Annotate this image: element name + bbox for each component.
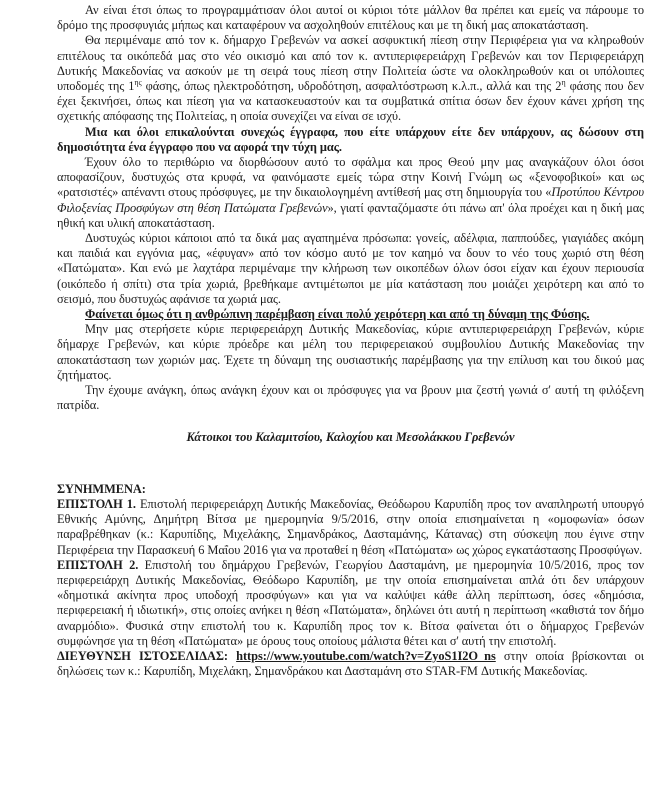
signature: Κάτοικοι του Καλαμιτσίου, Καλοχίου και Μεσολάκκου Γρεβενών (186, 430, 515, 445)
attachments-heading: ΣΥΝΗΜΜΕΝΑ: (57, 481, 146, 496)
paragraph-2-superscript-2: η (561, 77, 566, 87)
letter-1-text: Επιστολή περιφερειάρχη Δυτικής Μακεδονίας, Θεόδωρου Καρυπίδη προς τον αναπληρωτή υπουργό Εθνικής Αμύνης, Δημήτρη Βίτσα με ημερομηνία 9/5/2016, στην οποία επισημαίνεται η «ομοφωνία» όσων παραβρέθηκαν (κ.: Καρυπίδης, Μιχελάκης, Σημανδράκος, Δασταμάνης, Κάτανας) στη σύσκεψη που έγινε στην Περιφέρεια την Παρασκευή 6 Μαΐου 2016 για να προταθεί η θέση «Πατώματα» ως χώρος εγκατάστασης Προσφύγων. (57, 496, 644, 557)
paragraph-4-text-b: », γιατί φανταζόμαστε ότι πάνω απ' όλα προέχει και η δική μας ηθική και υλική αποκατάσταση. (57, 200, 644, 230)
paragraph-5-text: Δυστυχώς κύριοι κάποιοι από τα δικά μας αγαπημένα πρόσωπα: γονείς, αδέλφια, παππούδες, γιαγιάδες ακόμη και παιδιά και εγγόνια μας, «έφυγαν» από τον κόσμο αυτό με τον καημό να δουν το νέο τους χωριό στη θέση «Πατώματα». Και ενώ με λαχτάρα περιμέναμε την κλήρωση των οικοπέδων όλων όσοι είχαν και έχουν περιουσία (οικόπεδο ή σπίτι) στα τρία χωριά, βρεθήκαμε αντιμέτωποι με μία κατάσταση που μοιάζει χειρότερη και από το σεισμό, που δυστυχώς αφάνισε τα χωριά μας. (57, 231, 644, 306)
paragraph-2-superscript-1: ης (134, 77, 142, 87)
paragraph-8 (57, 383, 644, 413)
paragraph-4 (57, 155, 644, 231)
attachment-letter-2 (57, 558, 644, 649)
paragraph-2-text-a: Θα περιμέναμε από τον κ. δήμαρχο Γρεβενών να ασκεί ασφυκτική πίεση στην Περιφέρεια για να κληρωθούν επιτέλους τα οικόπεδά μας στο νέο οικισμό και από τον κ. αντιπεριφερειάρχη Γρεβενών και τον Περιφερειάρχη Δυτικής Μακεδονίας να ασκούν με τη σειρά τους πίεση στην Πολιτεία ώστε να ολοκληρωθούν και οι υπόλοιπες υποδομές της 1 (57, 33, 644, 94)
website-text: στην οποία βρίσκονται οι δηλώσεις των κ.: Καρυπίδη, Μιχελάκη, Σημανδράκου και Δασταμάνη στο STAR-FM Δυτικής Μακεδονίας. (57, 648, 644, 679)
letter-2-text: Επιστολή του δημάρχου Γρεβενών, Γεωργίου Δασταμάνη, με ημερομηνία 10/5/2016, προς τον περιφερειάρχη Δυτικής Μακεδονίας, Θεόδωρο Καρυπίδη, με την οποία επισημαίνεται απλά ότι δεν υπάρχουν «δημοτικά ακίνητα προς υποδοχή προσφύγων» και για να καλύψει κάθε άλλη περίπτωση, όσες «δημόσια, περιφερειακή ή ιδιωτική», στις οποίες ανήκει η θέση «Πατώματα», δηλώνει ότι αυτή η περίπτωση «καθιστά τον δήμο αναρμόδιο». Φυσικά στην επιστολή του κ. Καρυπίδη προς τον κ. Βίτσα φαίνεται ότι ο δήμαρχος Γρεβενών συμφώνησε για τη θέση «Πατώματα» με όρους τους οποίους μάλιστα θέτει και σ' αυτή την επιστολή. (57, 557, 644, 648)
paragraph-5 (57, 231, 644, 307)
website-label: ΔΙΕΥΘΥΝΣΗ ΙΣΤΟΣΕΛΙΔΑΣ: (57, 648, 228, 663)
paragraph-1-text: Αν είναι έτσι όπως το προγραμμάτισαν όλοι αυτοί οι κύριοι τότε μάλλον θα πρέπει και εμείς να πάρουμε το δρόμο της προσφυγιάς μήπως και καταφέρουν να ασχοληθούν επιτέλους και με τη δική μας αποκατάσταση. (57, 3, 644, 33)
paragraph-7 (57, 322, 644, 383)
paragraph-2 (57, 33, 644, 124)
paragraph-3-text: Μια και όλοι επικαλούνται συνεχώς έγγραφα, που είτε υπάρχουν είτε δεν υπάρχουν, ας δώσουν στη δημοσιότητα ένα έγγραφο που να αφορά την τύχη μας. (57, 124, 644, 154)
paragraph-4-text-a: Έχουν όλο το περιθώριο να διορθώσουν αυτό το σφάλμα και προς Θεού μην μας αναγκάζουν όλοι όσοι αποφασίζουν, δυστυχώς στα κρυφά, να φαινόμαστε εμείς τώρα στην Κοινή Γνώμη ως «ξενοφοβικοί» και ως «ρατσιστές» απέναντι στους πρόσφυγες, με την δικαιολογημένη αντίθεσή μας στη δημιουργία του « (57, 155, 644, 200)
paragraph-2-text-b: φάσης, όπως ηλεκτροδότηση, υδροδότηση, ασφαλτόστρωση κ.λ.π., αλλά και της 2 (141, 79, 562, 94)
paragraph-4-italic-title: Προτύπου Κέντρου Φιλοξενίας Προσφύγων στη θέση Πατώματα Γρεβενών (57, 185, 645, 215)
letter-1-label: ΕΠΙΣΤΟΛΗ 1. (57, 496, 136, 511)
paragraph-6-text: Φαίνεται όμως ότι η ανθρώπινη παρέμβαση είναι πολύ χειρότερη και από τη δύναμη της Φύσης. (85, 307, 590, 322)
website-link[interactable]: https://www.youtube.com/watch?v=ZyoS1I2O_ns (236, 648, 496, 663)
paragraph-8-text: Την έχουμε ανάγκη, όπως ανάγκη έχουν και οι πρόσφυγες για να βρουν μια ζεστή γωνιά σ' αυτή τη φιλόξενη πατρίδα. (57, 383, 644, 413)
attachment-website (57, 649, 644, 679)
paragraph-7-text: Μην μας στερήσετε κύριε περιφερειάρχη Δυτικής Μακεδονίας, κύριε αντιπεριφερειάρχη Γρεβενών, κύριε δήμαρχε Γρεβενών, και κύριε πρόεδρε και μέλη του περιφερειακού συμβουλίου Δυτικής Μακεδονίας την αποκατάσταση των χωριών μας. Έχετε τη δύναμη της ουσιαστικής παρέμβασης για την επίλυση και του δικού μας ζητήματος. (57, 322, 644, 382)
letter-2-label: ΕΠΙΣΤΟΛΗ 2. (57, 557, 139, 572)
paragraph-2-text-c: φάσης που δεν έχει ξεκινήσει, όπως και πίεση για να κατασκευαστούν και τα συμβατικά σπίτια όσων δεν έχουν κάνει χρήση της σχετικής απόφασης της Πολιτείας, η οποία συνεχίζει να είναι σε ισχύ. (57, 79, 644, 124)
paragraph-3-bold (57, 125, 644, 155)
paragraph-6-bold-underlined (57, 307, 644, 322)
paragraph-1 (57, 3, 644, 33)
attachment-letter-1 (57, 497, 644, 558)
